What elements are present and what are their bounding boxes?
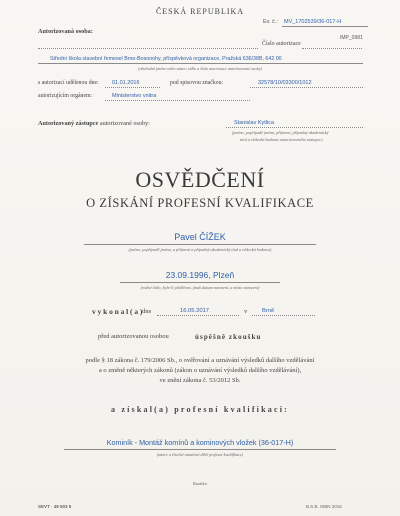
- holder-birth-note: (rodné číslo, bylo-li přiděleno, jinak datum narození, a místo narození): [140, 285, 260, 290]
- qualification-underline: [64, 449, 336, 450]
- law-text-line-2: a o změně některých zákonů (zákon o uznávání výsledků dalšího vzdělávání),: [98, 367, 302, 374]
- holder-name: Pavel ČÍŽEK: [174, 232, 226, 242]
- registration-label: Ev. č.:: [263, 19, 278, 25]
- representative-line: [226, 127, 363, 128]
- representative-note-2: titul a vědecká hodnost autorizovaného zástupce): [240, 137, 323, 142]
- authorizing-body-value: Ministerstvo vnitra: [112, 93, 157, 99]
- qualification-heading: a získal(a) profesní kvalifikaci:: [110, 405, 289, 414]
- certificate-subtitle: O ZÍSKÁNÍ PROFESNÍ KVALIFIKACE: [86, 196, 314, 210]
- law-text-line-1: podle § 18 zákona č. 179/2006 Sb., o ověřování a uznávání výsledků dalšího vzdělávání: [85, 357, 315, 364]
- country-heading: ČESKÁ REPUBLIKA: [155, 7, 245, 16]
- auth-number-line: [302, 48, 362, 49]
- registration-number: MV_1702539/36-017-H: [284, 19, 342, 25]
- qualification-note: (název a číselné označení dílčí profesní kvalifikace): [156, 452, 244, 457]
- exam-place: Brně: [262, 308, 275, 314]
- holder-name-note: (jméno, popřípadě jména, a příjmení a případný akademický titul a vědecká hodnost): [128, 247, 272, 252]
- holder-birth: 23.09.1996, Plzeň: [165, 270, 235, 280]
- exam-place-line: [252, 315, 315, 316]
- holder-birth-underline: [120, 282, 280, 283]
- organization-note: (obchodní jméno nebo název, sídlo a číslo autorizace autorizované osoby): [138, 66, 262, 71]
- exam-date: 16.05.2017: [180, 308, 210, 314]
- exam-date-line: [157, 315, 239, 316]
- exam-result: úspěšně zkoušku: [195, 333, 262, 341]
- valid-from-date: 01.01.2016: [112, 80, 140, 86]
- law-text-line-3: ve znění zákona č. 53/2012 Sb.: [159, 377, 241, 384]
- organization-name: Střední škola stavební řemesel Brno-Bosonohy, příspěvková organizace, Pražská 636/38B, 642 00: [50, 56, 282, 62]
- exam-place-label: v: [244, 308, 248, 315]
- registration-underline: [282, 26, 368, 27]
- valid-from-line: [105, 87, 160, 88]
- auth-number-label: Číslo autorizace: [262, 41, 301, 47]
- authorizing-body-label: autorizujícím orgánem:: [38, 93, 93, 99]
- file-reference-line: [250, 87, 363, 88]
- auth-dotted-line: [38, 48, 258, 49]
- file-reference-value: 32578/10/03300/1012: [258, 80, 312, 86]
- representative-name: Stanislav Kytlica: [234, 120, 275, 126]
- certificate-title: OSVĚDČENÍ: [135, 167, 265, 192]
- organization-underline: [38, 63, 363, 64]
- before-authority-text: před autorizovanou osobou: [98, 333, 169, 340]
- representative-label: [38, 120, 150, 127]
- stamp-label: Razítko: [193, 481, 207, 486]
- footer-right-code: B.S.B. ISBN 2016: [306, 504, 342, 509]
- qualification-name: Kominík - Montáž komínů a kominových vložek (36-017-H): [106, 438, 294, 447]
- exam-date-label: dne: [142, 308, 152, 315]
- footer-left-code: SEVT · 49 503 5: [38, 504, 72, 509]
- authorizing-body-line: [105, 100, 250, 101]
- representative-label-bold: Autorizovaný zástupce: [38, 120, 99, 127]
- valid-from-label: s autorizací udělenou dne:: [38, 80, 99, 86]
- holder-name-underline: [84, 244, 316, 245]
- file-reference-label: pod spisovou značkou:: [170, 80, 224, 86]
- representative-note-1: (jméno, popřípadě jména, příjmení, případný akademický: [232, 130, 329, 135]
- imp-code: IMP_0981: [340, 35, 363, 41]
- representative-label-rest: autorizované osoby:: [99, 120, 150, 127]
- authorized-person-label: Autorizovaná osoba:: [38, 28, 93, 35]
- exam-label: vykonal(a): [92, 307, 145, 316]
